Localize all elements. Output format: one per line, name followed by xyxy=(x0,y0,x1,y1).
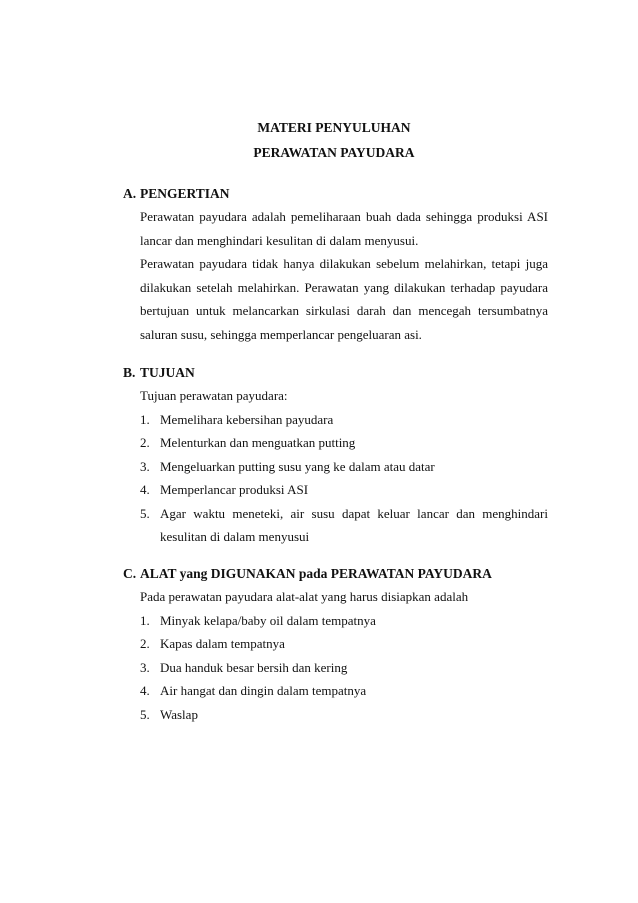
list-text: Air hangat dan dingin dalam tempatnya xyxy=(160,683,367,698)
list-number: 5. xyxy=(140,505,150,521)
list-item xyxy=(140,632,548,656)
list-number: 4. xyxy=(140,482,150,497)
list-text: Memperlancar produksi ASI xyxy=(160,482,309,497)
list-text: Minyak kelapa/baby oil dalam tempatnya xyxy=(160,612,376,628)
document-subtitle: PERAWATAN PAYUDARA xyxy=(253,145,415,160)
paragraph: Perawatan payudara tidak hanya dilakukan sebelum melahirkan, tetapi juga dilakukan setelah melahirkan. Perawatan yang dilakukan terhadap payudara bertujuan untuk melancarkan sirkulasi darah dan mencegah tersumbatnya saluran susu, sehingga memperlancar pengeluaran asi. xyxy=(140,256,548,342)
list-text: Memelihara kebersihan payudara xyxy=(160,411,334,427)
section-letter: B. xyxy=(123,365,136,380)
section-pengertian xyxy=(123,183,548,346)
list-item xyxy=(140,609,548,633)
list-intro: Tujuan perawatan payudara: xyxy=(140,388,288,403)
section-body xyxy=(140,205,548,346)
list-number: 2. xyxy=(140,435,150,450)
section-heading xyxy=(123,183,548,205)
list-number: 2. xyxy=(140,636,150,651)
numbered-list xyxy=(140,609,548,727)
section-title: ALAT yang DIGUNAKAN pada PERAWATAN PAYUDARA xyxy=(140,566,492,581)
section-title: PENGERTIAN xyxy=(140,186,230,201)
list-number: 1. xyxy=(140,411,150,427)
section-title: TUJUAN xyxy=(140,365,195,380)
document-title: MATERI PENYULUHAN xyxy=(257,120,411,135)
list-text: Kapas dalam tempatnya xyxy=(160,636,285,651)
section-tujuan xyxy=(123,362,548,549)
paragraph: Perawatan payudara adalah pemeliharaan buah dada sehingga produksi ASI lancar dan menghindari kesulitan di dalam menyusui. xyxy=(140,209,548,248)
list-text: Waslap xyxy=(160,706,198,722)
section-body xyxy=(140,384,548,549)
list-number: 3. xyxy=(140,659,150,675)
section-alat xyxy=(123,563,548,726)
list-intro: Pada perawatan payudara alat-alat yang harus disiapkan adalah xyxy=(140,589,469,604)
section-letter: A. xyxy=(123,186,137,201)
list-item xyxy=(140,455,548,479)
list-text: Mengeluarkan putting susu yang ke dalam atau datar xyxy=(160,458,435,474)
section-heading xyxy=(123,563,548,585)
list-item xyxy=(140,703,548,727)
list-text: Dua handuk besar bersih dan kering xyxy=(160,659,348,675)
section-heading xyxy=(123,362,548,384)
list-number: 1. xyxy=(140,612,150,628)
list-number: 3. xyxy=(140,458,150,474)
list-text: Agar waktu meneteki, air susu dapat keluar lancar dan menghindari kesulitan di dalam menyusui xyxy=(160,505,548,544)
numbered-list xyxy=(140,408,548,549)
section-letter: C. xyxy=(123,566,137,581)
list-item xyxy=(140,502,548,549)
list-number: 4. xyxy=(140,683,150,698)
list-item xyxy=(140,408,548,432)
list-number: 5. xyxy=(140,706,150,722)
list-item xyxy=(140,679,548,703)
list-item xyxy=(140,656,548,680)
section-body xyxy=(140,585,548,726)
list-item xyxy=(140,478,548,502)
list-text: Melenturkan dan menguatkan putting xyxy=(160,435,356,450)
list-item xyxy=(140,431,548,455)
